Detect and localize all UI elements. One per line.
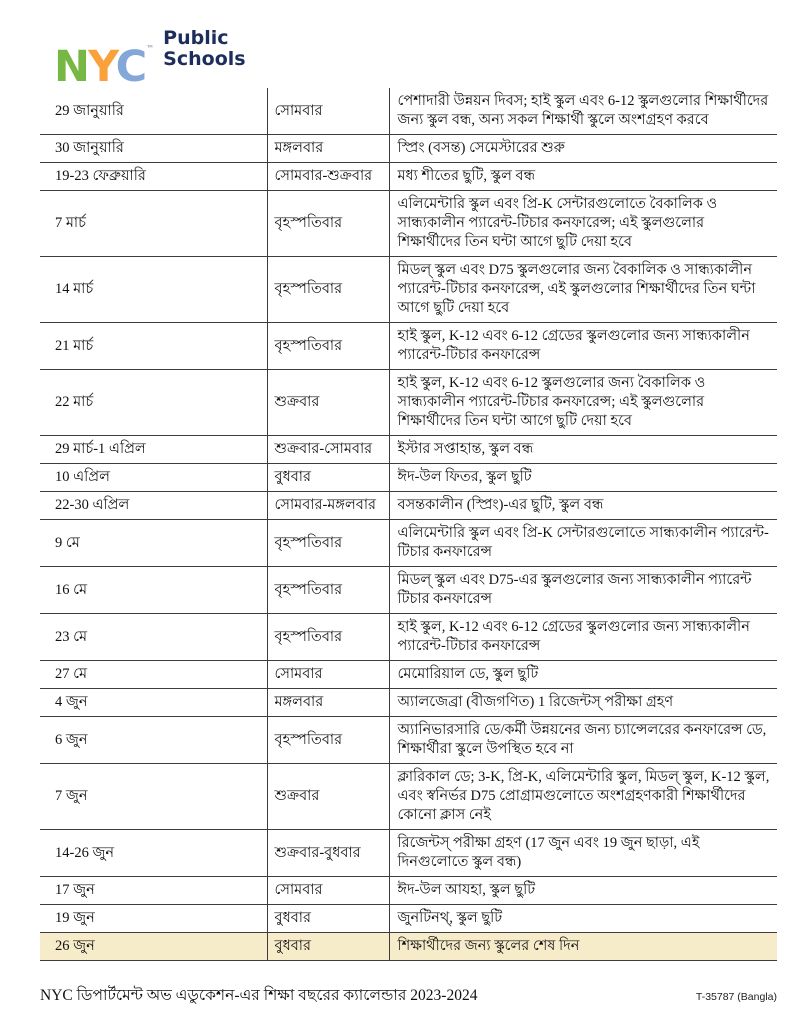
event-date: 26 জুন — [40, 933, 267, 961]
event-description: স্প্রিং (বসন্ত) সেমেস্টারের শুরু — [389, 135, 777, 163]
event-weekday: শুক্রবার-সোমবার — [267, 436, 389, 464]
event-weekday: বৃহস্পতিবার — [267, 323, 389, 370]
event-date: 21 মার্চ — [40, 323, 267, 370]
event-date: 9 মে — [40, 520, 267, 567]
calendar-row — [40, 370, 777, 436]
event-weekday: বৃহস্পতিবার — [267, 614, 389, 661]
logo-nyc-wordmark — [54, 24, 154, 92]
event-description: ঈদ-উল ফিতর, স্কুল ছুটি — [389, 464, 777, 492]
event-description: বসন্তকালীন (স্প্রিং)-এর ছুটি, স্কুল বন্ধ — [389, 492, 777, 520]
event-date: 6 জুন — [40, 717, 267, 764]
event-description: মিডল্ স্কুল এবং D75-এর স্কুলগুলোর জন্য সান্ধ্যকালীন প্যারেন্ট টিচার কনফারেন্স — [389, 567, 777, 614]
calendar-row — [40, 520, 777, 567]
event-description: হাই স্কুল, K-12 এবং 6-12 গ্রেডের স্কুলগুলোর জন্য সান্ধ্যকালীন প্যারেন্ট-টিচার কনফারেন্স — [389, 614, 777, 661]
event-weekday: মঙ্গলবার — [267, 689, 389, 717]
calendar-row — [40, 567, 777, 614]
event-date: 19-23 ফেব্রুয়ারি — [40, 163, 267, 191]
event-weekday: শুক্রবার — [267, 764, 389, 830]
event-date: 7 মার্চ — [40, 191, 267, 257]
event-weekday: মঙ্গলবার — [267, 135, 389, 163]
event-description: অ্যালজেব্রা (বীজগণিত) 1 রিজেন্টস্ পরীক্ষা গ্রহণ — [389, 689, 777, 717]
event-description: এলিমেন্টারি স্কুল এবং প্রি-K সেন্টারগুলোতে বৈকালিক ও সান্ধ্যকালীন প্যারেন্ট-টিচার কনফারেন্স; এই স্কুলগুলোর শিক্ষার্থীদের তিন ঘন্টা আগে ছুটি দেয়া হবে — [389, 191, 777, 257]
event-date: 30 জানুয়ারি — [40, 135, 267, 163]
calendar-row — [40, 764, 777, 830]
event-date: 22 মার্চ — [40, 370, 267, 436]
calendar-row — [40, 464, 777, 492]
footer-document-code: T-35787 (Bangla) — [695, 991, 777, 1003]
logo-brand-line1: Public — [163, 27, 229, 49]
calendar-row — [40, 661, 777, 689]
event-date: 22-30 এপ্রিল — [40, 492, 267, 520]
event-description: মেমোরিয়াল ডে, স্কুল ছুটি — [389, 661, 777, 689]
logo-letter-n: N — [54, 42, 88, 92]
event-description: ইস্টার সপ্তাহান্ত, স্কুল বন্ধ — [389, 436, 777, 464]
event-weekday: বৃহস্পতিবার — [267, 191, 389, 257]
calendar-row — [40, 830, 777, 877]
calendar-row — [40, 257, 777, 323]
event-description: মধ্য শীতের ছুটি, স্কুল বন্ধ — [389, 163, 777, 191]
event-date: 14 মার্চ — [40, 257, 267, 323]
calendar-row — [40, 717, 777, 764]
event-weekday: সোমবার — [267, 661, 389, 689]
event-date: 19 জুন — [40, 905, 267, 933]
event-date: 23 মে — [40, 614, 267, 661]
calendar-table — [40, 88, 777, 961]
footer-title: NYC ডিপার্টমেন্ট অভ এডুকেশন-এর শিক্ষা বছরের ক্যালেন্ডার 2023-2024 — [40, 987, 478, 1004]
calendar-row — [40, 163, 777, 191]
event-weekday: সোমবার-শুক্রবার — [267, 163, 389, 191]
event-date: 16 মে — [40, 567, 267, 614]
event-weekday: বৃহস্পতিবার — [267, 257, 389, 323]
event-weekday: বৃহস্পতিবার — [267, 717, 389, 764]
event-weekday: শুক্রবার-বুধবার — [267, 830, 389, 877]
calendar-row — [40, 933, 777, 961]
nyc-public-schools-logo — [54, 24, 246, 92]
event-weekday: বৃহস্পতিবার — [267, 567, 389, 614]
event-weekday: সোমবার — [267, 88, 389, 135]
event-date: 29 জানুয়ারি — [55, 102, 124, 119]
event-date: 14-26 জুন — [40, 830, 267, 877]
calendar-row — [40, 877, 777, 905]
event-weekday: বুধবার — [267, 464, 389, 492]
event-weekday: বৃহস্পতিবার — [267, 520, 389, 567]
page-footer — [40, 983, 777, 1009]
event-date: 17 জুন — [40, 877, 267, 905]
calendar-row — [40, 492, 777, 520]
calendar-row — [40, 689, 777, 717]
calendar-row — [40, 323, 777, 370]
event-date: 10 এপ্রিল — [40, 464, 267, 492]
event-description: ঈদ-উল আযহা, স্কুল ছুটি — [389, 877, 777, 905]
event-date: 29 মার্চ-1 এপ্রিল — [40, 436, 267, 464]
calendar-row — [40, 905, 777, 933]
logo-letter-c: C — [115, 42, 146, 92]
logo-brand-text — [163, 24, 245, 70]
event-weekday: বুধবার — [267, 933, 389, 961]
event-description: পেশাদারী উন্নয়ন দিবস; হাই স্কুল এবং 6-12 স্কুলগুলোর শিক্ষার্থীদের জন্য স্কুল বন্ধ, অন্য সকল শিক্ষার্থী স্কুলে অংশগ্রহণ করবে — [389, 88, 777, 135]
event-weekday: সোমবার-মঙ্গলবার — [267, 492, 389, 520]
calendar-table-body — [40, 88, 777, 961]
calendar-row — [40, 614, 777, 661]
logo-brand-line2: Schools — [163, 48, 246, 70]
trademark-icon: ™ — [146, 44, 155, 53]
calendar-row — [40, 135, 777, 163]
event-description: হাই স্কুল, K-12 এবং 6-12 গ্রেডের স্কুলগুলোর জন্য সান্ধ্যকালীন প্যারেন্ট-টিচার কনফারেন্স — [389, 323, 777, 370]
event-description: রিজেন্টস্ পরীক্ষা গ্রহণ (17 জুন এবং 19 জুন ছাড়া, এই দিনগুলোতে স্কুল বন্ধ) — [389, 830, 777, 877]
event-description: জুনটিনথ্, স্কুল ছুটি — [389, 905, 777, 933]
event-weekday: সোমবার — [267, 877, 389, 905]
event-description: শিক্ষার্থীদের জন্য স্কুলের শেষ দিন — [389, 933, 777, 961]
calendar-row — [40, 191, 777, 257]
event-date: 4 জুন — [40, 689, 267, 717]
event-date: 27 মে — [40, 661, 267, 689]
event-weekday: শুক্রবার — [267, 370, 389, 436]
calendar-row — [40, 88, 777, 135]
calendar-row — [40, 436, 777, 464]
logo-letter-y: Y — [88, 42, 116, 92]
event-description: মিডল্ স্কুল এবং D75 স্কুলগুলোর জন্য বৈকালিক ও সান্ধ্যকালীন প্যারেন্ট-টিচার কনফারেন্স, এই স্কুলগুলোর শিক্ষার্থীদের তিন ঘন্টা আগে ছুটি দেয়া হবে — [389, 257, 777, 323]
event-description: ক্লারিকাল ডে; 3-K, প্রি-K, এলিমেন্টারি স্কুল, মিডল্ স্কুল, K-12 স্কুল, এবং স্বনির্ভর D75 প্রোগ্রামগুলোতে অংশগ্রহণকারী শিক্ষার্থীদের কোনো ক্লাস নেই — [389, 764, 777, 830]
event-description: অ্যানিভারসারি ডে/কর্মী উন্নয়নের জন্য চ্যান্সেলরের কনফারেন্স ডে, শিক্ষার্থীরা স্কুলে উপস্থিত হবে না — [389, 717, 777, 764]
event-weekday: বুধবার — [267, 905, 389, 933]
event-description: এলিমেন্টারি স্কুল এবং প্রি-K সেন্টারগুলোতে সান্ধ্যকালীন প্যারেন্ট-টিচার কনফারেন্স — [389, 520, 777, 567]
event-description: হাই স্কুল, K-12 এবং 6-12 স্কুলগুলোর জন্য বৈকালিক ও সান্ধ্যকালীন প্যারেন্ট-টিচার কনফারেন্স; এই স্কুলগুলোর শিক্ষার্থীদের তিন ঘন্টা আগে ছুটি দেয়া হবে — [389, 370, 777, 436]
event-date: 7 জুন — [40, 764, 267, 830]
